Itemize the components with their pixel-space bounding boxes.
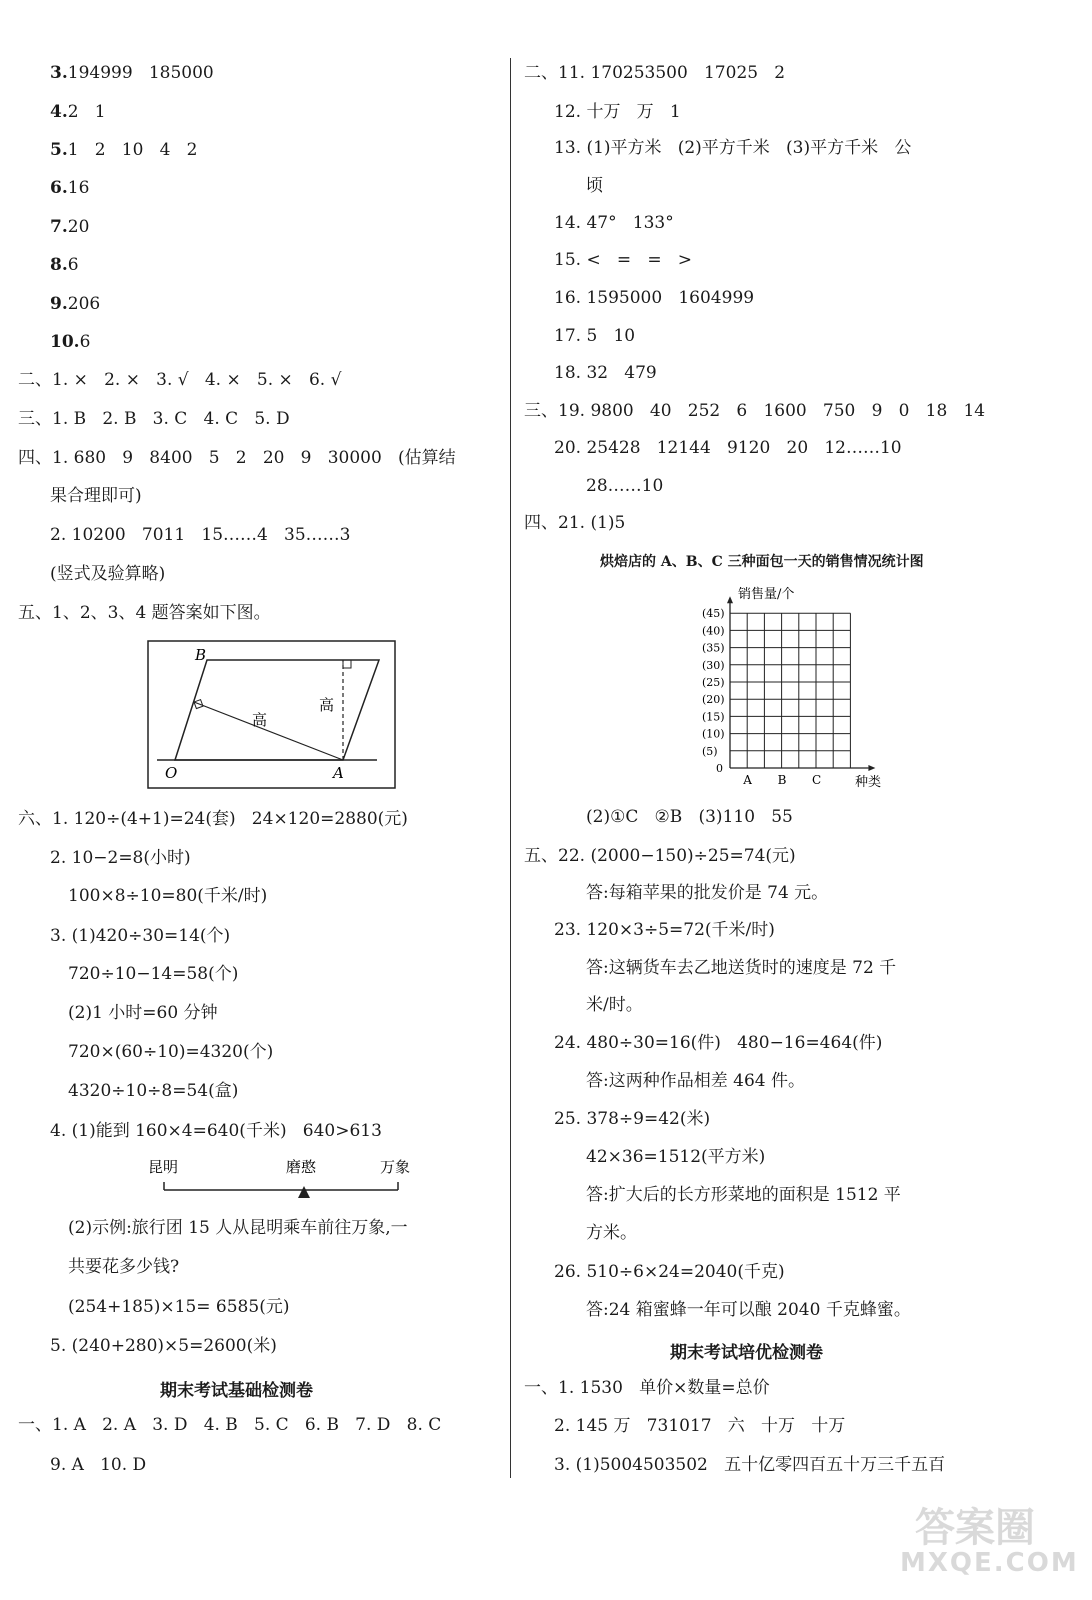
section-6-line-2: 2. 10−2=8(小时) xyxy=(50,848,191,868)
answer-10: 10.6 xyxy=(50,332,91,352)
right-line-11: 20. 25428 12144 9120 20 12……10 xyxy=(554,438,902,458)
column-divider xyxy=(510,58,511,1478)
right-line-15: 五、22. (2000−150)÷25=74(元) xyxy=(524,846,796,866)
x-category-label: C xyxy=(812,773,822,787)
y-tick-label: (40) xyxy=(702,624,725,638)
right-line-22: 25. 378÷9=42(米) xyxy=(554,1109,711,1129)
right-line-26: 26. 510÷6×24=2040(千克) xyxy=(554,1262,785,1282)
right-line-13: 四、21. (1)5 xyxy=(524,513,626,533)
exam-title-advanced: 期末考试培优检测卷 xyxy=(670,1343,823,1363)
answer-6: 6.16 xyxy=(50,178,90,198)
answer-9: 9.206 xyxy=(50,294,101,314)
chart-grid-group xyxy=(702,596,875,787)
section-6-line-10: 5. (240+280)×5=2600(米) xyxy=(50,1336,277,1356)
right-line-7: 16. 1595000 1604999 xyxy=(554,288,755,308)
exam-basic-line-2: 9. A 10. D xyxy=(50,1455,147,1475)
right-angle-mark-top xyxy=(343,660,351,668)
section-6-line-7: 720×(60÷10)=4320(个) xyxy=(68,1042,274,1062)
y-tick-label: 0 xyxy=(716,762,723,775)
right-line-1: 二、11. 170253500 17025 2 xyxy=(524,63,786,83)
right-line-18: 答:这辆货车去乙地送货时的速度是 72 千 xyxy=(586,958,897,978)
section-6-line-5: 720÷10−14=58(个) xyxy=(68,964,239,984)
y-tick-label: (30) xyxy=(702,658,725,672)
bar-chart-grid xyxy=(690,582,910,792)
right-line-5: 14. 47° 133° xyxy=(554,213,674,233)
watermark-logo: 答案圈 xyxy=(915,1505,1035,1551)
section-6-line-9: 4. (1)能到 160×4=640(千米) 640>613 xyxy=(50,1121,382,1141)
y-tick-label: (20) xyxy=(702,693,725,707)
section-3-answers: 三、1. B 2. B 3. C 4. C 5. D xyxy=(18,409,290,429)
right-line-19: 米/时。 xyxy=(586,995,643,1015)
exam-adv-line-2: 2. 145 万 731017 六 十万 十万 xyxy=(554,1416,846,1436)
y-tick-label: (35) xyxy=(702,641,725,655)
location-triangle-icon xyxy=(298,1186,310,1198)
y-tick-label: (25) xyxy=(702,676,725,689)
y-tick-label: (10) xyxy=(702,727,725,741)
section-6-line-8: 4320÷10÷8=54(盒) xyxy=(68,1081,239,1101)
x-category-label: A xyxy=(743,773,752,787)
right-line-9: 18. 32 479 xyxy=(554,363,657,383)
right-line-10: 三、19. 9800 40 252 6 1600 750 9 0 18 14 xyxy=(524,401,986,421)
y-tick-label: (45) xyxy=(702,607,725,621)
x-category-label: B xyxy=(777,773,787,787)
label-O: O xyxy=(165,764,178,782)
right-line-4: 顷 xyxy=(586,176,603,196)
section-6-line-6: (2)1 小时=60 分钟 xyxy=(68,1003,218,1023)
section-4-line-1: 四、1. 680 9 8400 5 2 20 9 30000 (估算结 xyxy=(18,448,456,468)
section-6-line-3: 100×8÷10=80(千米/时) xyxy=(68,886,268,906)
parallelogram xyxy=(175,660,379,760)
section-4-line-1b: 果合理即可) xyxy=(50,486,142,506)
right-line-23: 42×36=1512(平方米) xyxy=(586,1147,766,1167)
answer-7: 7.20 xyxy=(50,217,90,237)
right-line-12: 28……10 xyxy=(586,476,664,496)
right-line-27: 答:24 箱蜜蜂一年可以酿 2040 千克蜂蜜。 xyxy=(586,1300,911,1320)
section-6-line-4: 3. (1)420÷30=14(个) xyxy=(50,926,231,946)
section-4-note: (竖式及验算略) xyxy=(50,564,166,584)
map-label-mohan: 磨憨 xyxy=(286,1158,317,1176)
watermark-url: MXQE.COM xyxy=(900,1548,1079,1578)
answer-4: 4.2 1 xyxy=(50,102,106,122)
exam-adv-line-1: 一、1. 1530 单价×数量=总价 xyxy=(524,1378,770,1398)
right-line-3: 13. (1)平方米 (2)平方千米 (3)平方千米 公 xyxy=(554,138,912,158)
section-4-line-2: 2. 10200 7011 15……4 35……3 xyxy=(50,525,351,545)
y-axis-arrow-icon xyxy=(727,596,733,603)
right-line-14: (2)①C ②B (3)110 55 xyxy=(586,807,793,827)
chart-xlabel: 种类 xyxy=(855,775,882,790)
right-line-16: 答:每箱苹果的批发价是 74 元。 xyxy=(586,883,829,903)
label-B: B xyxy=(195,646,207,664)
section-6-line-1: 六、1. 120÷(4+1)=24(套) 24×120=2880(元) xyxy=(18,809,408,829)
exam-adv-line-3: 3. (1)5004503502 五十亿零四百五十万三千五百 xyxy=(554,1455,946,1475)
section-6-example-3: (254+185)×15= 6585(元) xyxy=(68,1297,290,1317)
map-label-wanxiang: 万象 xyxy=(380,1158,411,1176)
section-2-answers: 二、1. × 2. × 3. √ 4. × 5. × 6. √ xyxy=(18,370,342,390)
right-line-8: 17. 5 10 xyxy=(554,326,636,346)
right-line-17: 23. 120×3÷5=72(千米/时) xyxy=(554,920,775,940)
right-line-24: 答:扩大后的长方形菜地的面积是 1512 平 xyxy=(586,1185,901,1205)
exam-basic-line-1: 一、1. A 2. A 3. D 4. B 5. C 6. B 7. D 8. C xyxy=(18,1415,442,1435)
map-label-kunming: 昆明 xyxy=(148,1158,179,1176)
parallelogram-figure xyxy=(147,640,397,790)
section-5-intro: 五、1、2、3、4 题答案如下图。 xyxy=(18,603,271,623)
answer-5: 5.1 2 10 4 2 xyxy=(50,140,198,160)
section-6-example-1: (2)示例:旅行团 15 人从昆明乘车前往万象,一 xyxy=(68,1218,408,1238)
y-tick-label: (5) xyxy=(702,744,718,758)
label-height-2: 高 xyxy=(319,696,335,714)
exam-title-basic: 期末考试基础检测卷 xyxy=(160,1381,313,1401)
section-6-example-2: 共要花多少钱? xyxy=(68,1257,180,1277)
x-axis-arrow-icon xyxy=(868,765,875,771)
right-line-6: 15. < = = > xyxy=(554,250,693,270)
chart-title: 烘焙店的 A、B、C 三种面包一天的销售情况统计图 xyxy=(600,554,924,570)
chart-ylabel: 销售量/个 xyxy=(738,587,795,602)
right-line-25: 方米。 xyxy=(586,1223,637,1243)
right-line-2: 12. 十万 万 1 xyxy=(554,102,681,122)
right-line-20: 24. 480÷30=16(件) 480−16=464(件) xyxy=(554,1033,883,1053)
right-line-21: 答:这两种作品相差 464 件。 xyxy=(586,1071,805,1091)
label-A: A xyxy=(333,764,344,782)
route-map xyxy=(140,1152,430,1207)
y-tick-label: (15) xyxy=(702,710,725,724)
figure-frame xyxy=(148,641,395,788)
label-height-1: 高 xyxy=(252,711,268,729)
answer-8: 8.6 xyxy=(50,255,79,275)
answer-3: 3.194999 185000 xyxy=(50,63,214,83)
